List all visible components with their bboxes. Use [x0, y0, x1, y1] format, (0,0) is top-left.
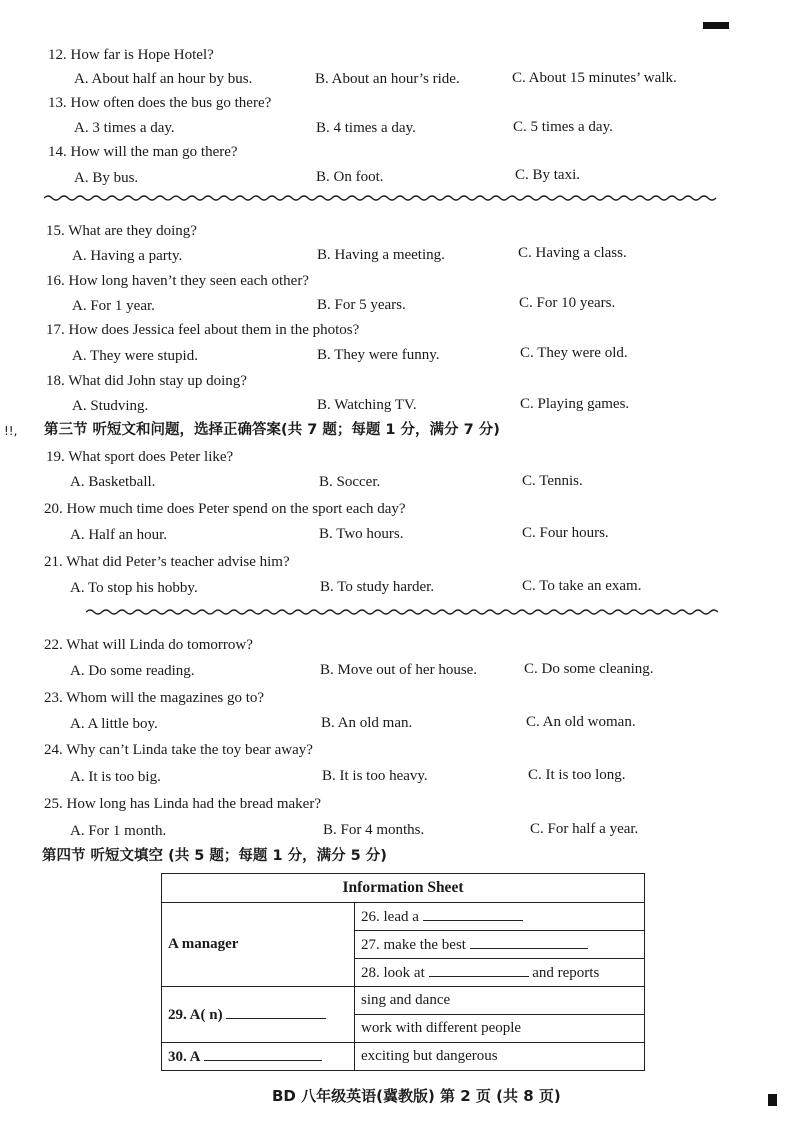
option-c: C. Do some cleaning.	[524, 661, 654, 677]
answer-blank[interactable]	[423, 908, 523, 921]
option-c: C. An old woman.	[526, 714, 636, 730]
option-a: A. Studving.	[72, 398, 149, 414]
question-text: 17. How does Jessica feel about them in the photos?	[46, 322, 360, 338]
information-sheet-table	[161, 873, 645, 1071]
option-c: C. Playing games.	[520, 396, 630, 412]
question-text: 18. What did John stay up doing?	[46, 373, 247, 389]
option-c: C. Having a class.	[518, 245, 627, 261]
option-b: B. 4 times a day.	[316, 120, 416, 136]
option-a: A. 3 times a day.	[74, 120, 175, 136]
margin-glyph: !!,	[4, 424, 18, 438]
blank-item-29	[162, 987, 355, 1043]
option-b: B. Watching TV.	[317, 397, 417, 413]
option-c: C. It is too long.	[528, 767, 626, 783]
option-a: A. Having a party.	[72, 248, 183, 264]
option-b: B. Move out of her house.	[320, 662, 478, 678]
question-text: 15. What are they doing?	[46, 223, 197, 239]
option-b: B. About an hour’s ride.	[315, 71, 460, 87]
question-text: 20. How much time does Peter spend on the sport each day?	[44, 501, 406, 517]
question-text: 12. How far is Hope Hotel?	[48, 47, 214, 63]
question-text: 19. What sport does Peter like?	[46, 449, 234, 465]
option-a: A. By bus.	[74, 170, 139, 186]
question-text: 25. How long has Linda had the bread maker?	[44, 796, 321, 812]
question-text: 23. Whom will the magazines go to?	[44, 690, 265, 706]
option-c: C. To take an exam.	[522, 578, 642, 594]
option-b: B. For 4 months.	[323, 822, 425, 838]
option-a: A. Do some reading.	[70, 663, 195, 679]
option-c: C. 5 times a day.	[513, 119, 613, 135]
registration-mark	[703, 22, 729, 29]
question-text: 21. What did Peter’s teacher advise him?	[44, 554, 290, 570]
item-text: 28. look at	[361, 964, 425, 981]
option-a: A. A little boy.	[70, 716, 158, 732]
question-text: 24. Why can’t Linda take the toy bear away?	[44, 742, 313, 758]
option-b: B. For 5 years.	[317, 297, 406, 313]
item-text: 27. make the best	[361, 936, 466, 953]
blank-item-28	[355, 959, 645, 987]
option-b: B. Two hours.	[319, 526, 404, 542]
page-footer: BD 八年级英语(冀教版) 第 2 页 (共 8 页)	[272, 1087, 561, 1105]
item-text: and reports	[532, 964, 600, 981]
item-text: 29. A( n)	[168, 1006, 223, 1023]
option-c: C. By taxi.	[515, 167, 581, 183]
answer-blank[interactable]	[429, 964, 529, 977]
answer-blank[interactable]	[204, 1048, 322, 1061]
answer-blank[interactable]	[470, 936, 588, 949]
option-a: A. Basketball.	[70, 474, 156, 490]
option-c: C. About 15 minutes’ walk.	[512, 70, 677, 86]
section-heading: 第三节 听短文和问题，选择正确答案(共 7 题；每题 1 分，满分 7 分)	[44, 422, 500, 438]
answer-blank[interactable]	[226, 1006, 326, 1019]
option-b: B. It is too heavy.	[322, 768, 428, 784]
option-c: C. They were old.	[520, 345, 628, 361]
table-cell: sing and dance	[355, 987, 645, 1015]
registration-mark	[768, 1094, 777, 1106]
question-text: 16. How long haven’t they seen each other?	[46, 273, 309, 289]
option-c: C. Tennis.	[522, 473, 583, 489]
wavy-divider	[44, 192, 718, 204]
option-a: A. It is too big.	[70, 769, 161, 785]
wavy-divider	[86, 606, 718, 618]
option-b: B. They were funny.	[317, 347, 440, 363]
option-a: A. For 1 month.	[70, 823, 167, 839]
option-c: C. For 10 years.	[519, 295, 616, 311]
option-b: B. Soccer.	[319, 474, 381, 490]
table-row-label: A manager	[162, 903, 355, 987]
option-c: C. For half a year.	[530, 821, 639, 837]
option-b: B. An old man.	[321, 715, 413, 731]
option-a: A. Half an hour.	[70, 527, 168, 543]
item-text: 30. A	[168, 1048, 201, 1065]
question-text: 22. What will Linda do tomorrow?	[44, 637, 253, 653]
blank-item-30	[162, 1043, 355, 1071]
blank-item-26	[355, 903, 645, 931]
option-c: C. Four hours.	[522, 525, 609, 541]
option-b: B. On foot.	[316, 169, 384, 185]
table-cell: work with different people	[355, 1015, 645, 1043]
blank-item-27	[355, 931, 645, 959]
question-text: 13. How often does the bus go there?	[48, 95, 272, 111]
option-a: A. They were stupid.	[72, 348, 198, 364]
item-text: 26. lead a	[361, 908, 419, 925]
question-text: 14. How will the man go there?	[48, 144, 238, 160]
option-a: A. To stop his hobby.	[70, 580, 198, 596]
option-a: A. About half an hour by bus.	[74, 71, 253, 87]
option-a: A. For 1 year.	[72, 298, 155, 314]
option-b: B. Having a meeting.	[317, 247, 445, 263]
section-heading: 第四节 听短文填空 (共 5 题；每题 1 分，满分 5 分)	[42, 848, 387, 864]
option-b: B. To study harder.	[320, 579, 435, 595]
table-title: Information Sheet	[162, 874, 645, 903]
table-cell: exciting but dangerous	[355, 1043, 645, 1071]
